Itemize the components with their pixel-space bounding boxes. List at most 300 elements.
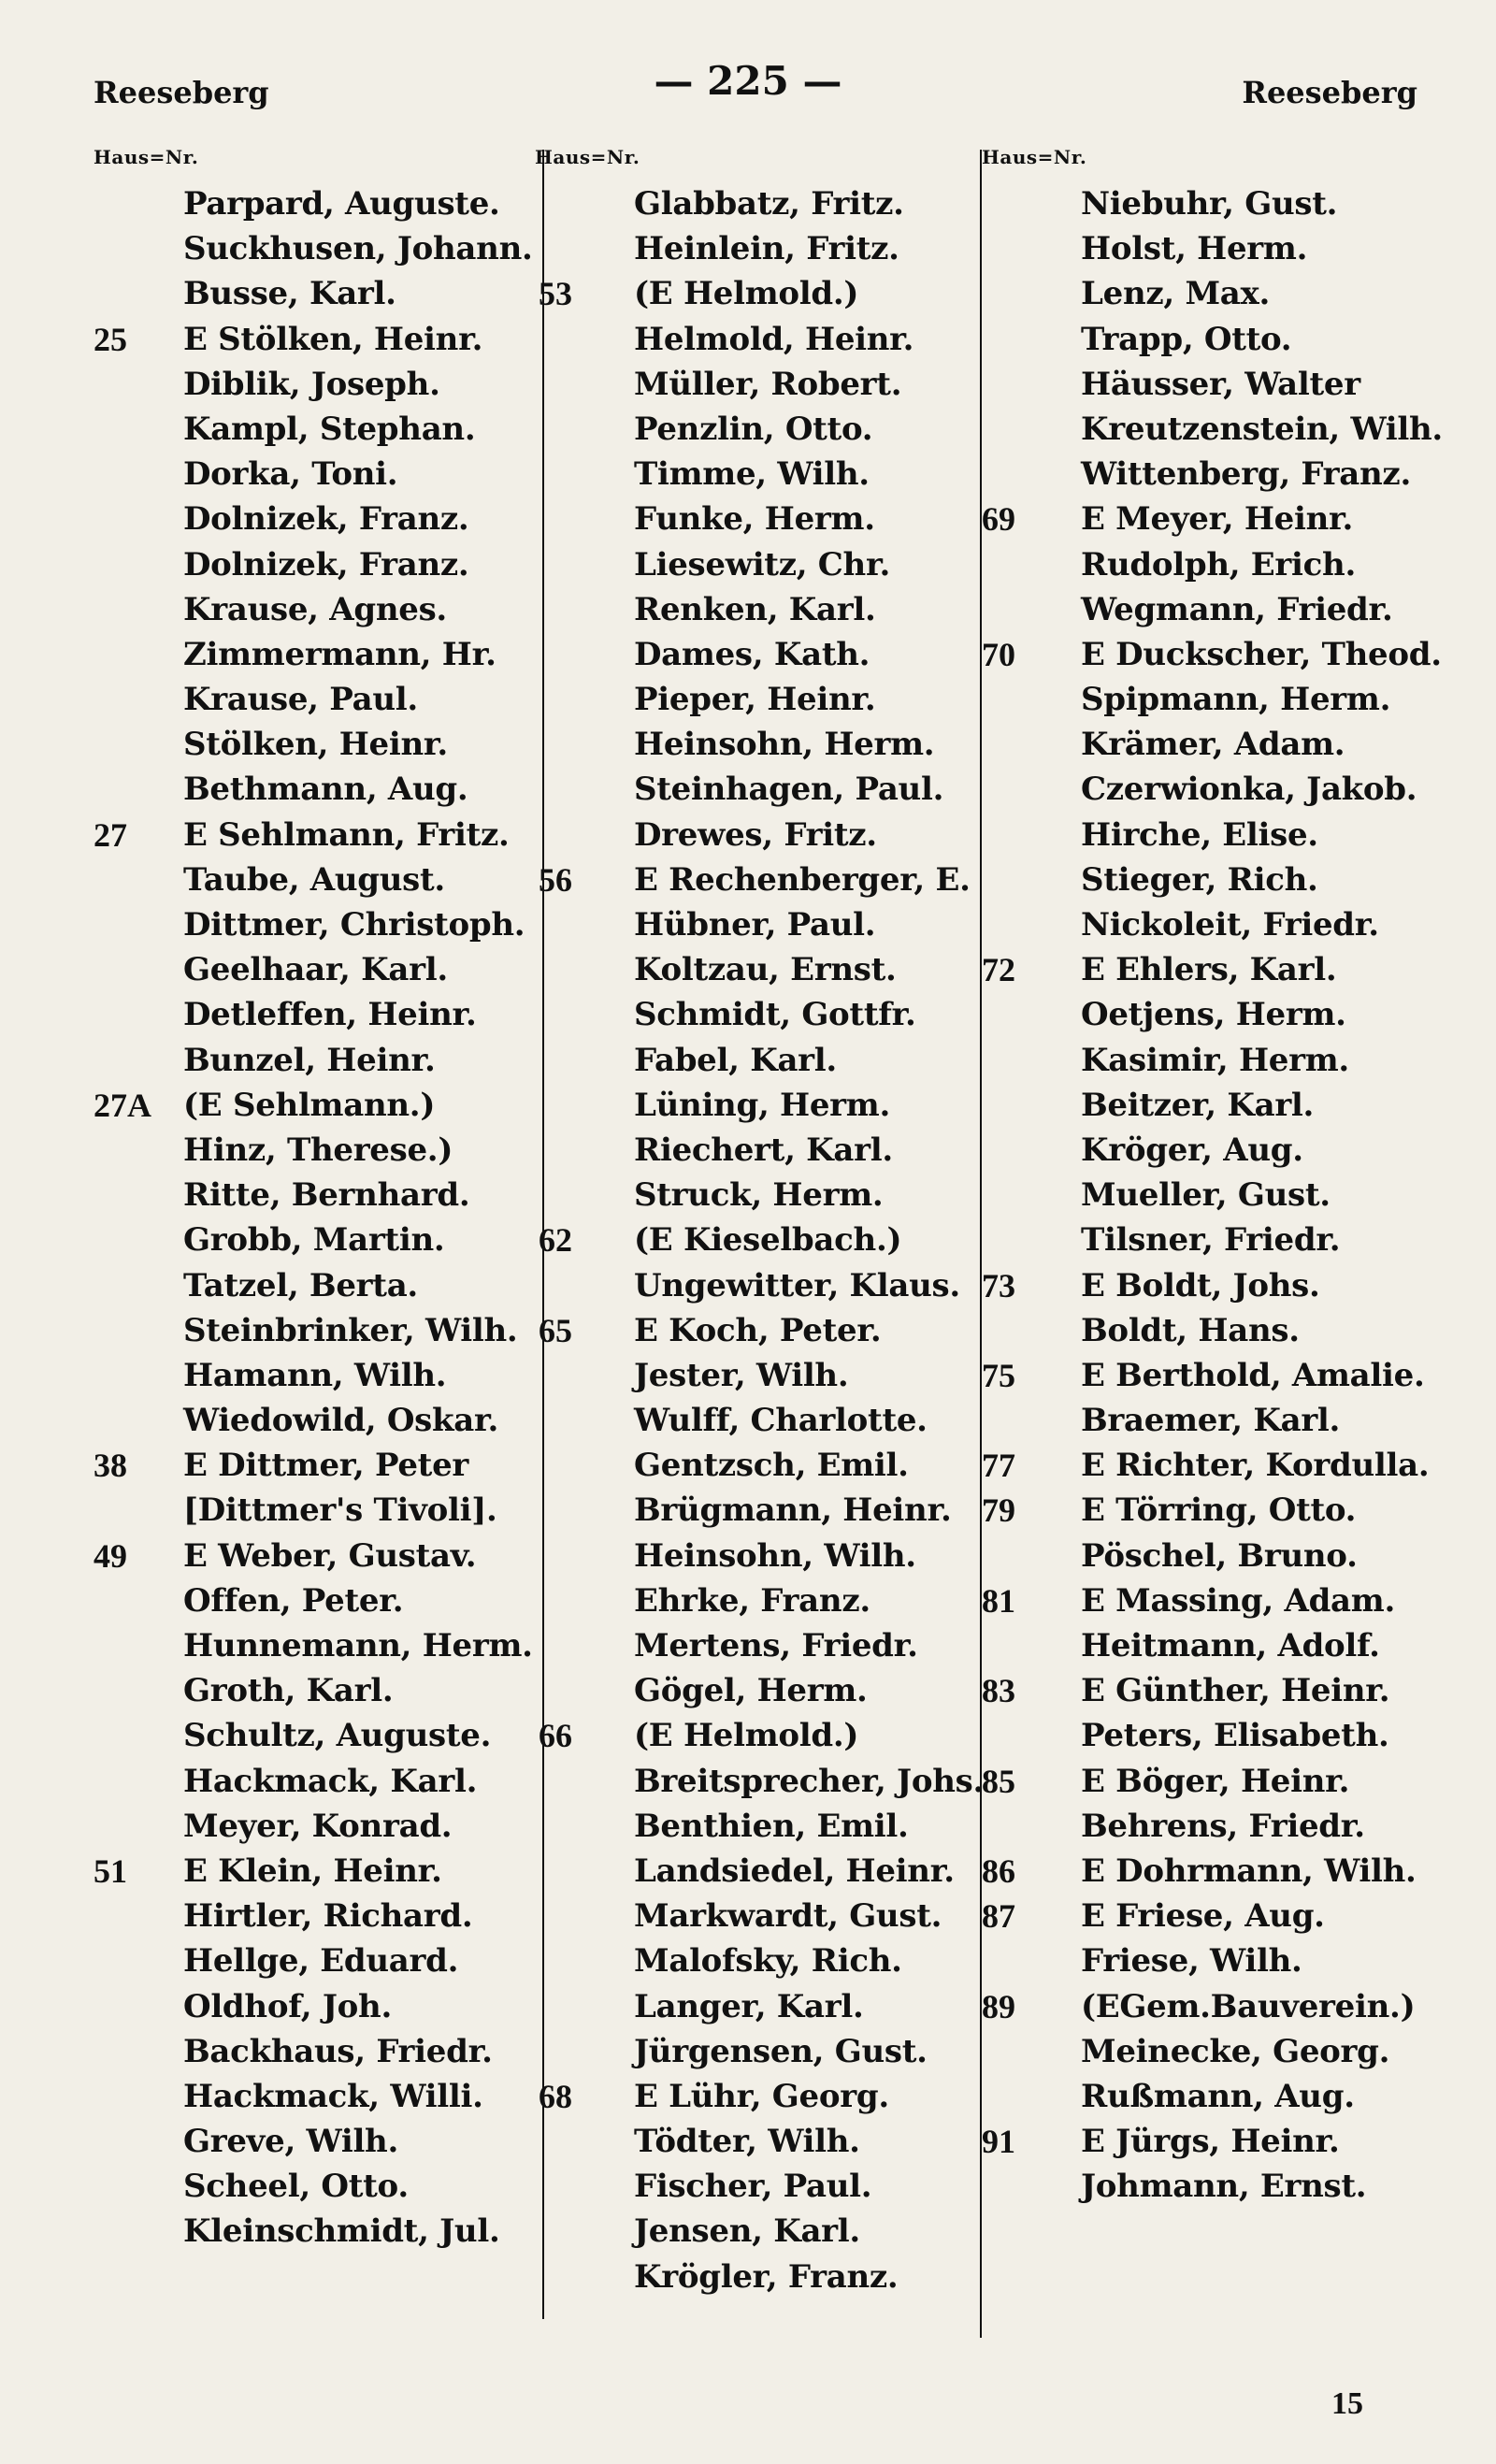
resident-name: Häusser, Walter xyxy=(1081,365,1360,403)
directory-entry xyxy=(94,1398,533,1443)
directory-entry xyxy=(982,181,1421,226)
directory-column xyxy=(94,148,533,2355)
resident-name: Diblik, Joseph. xyxy=(183,365,440,403)
house-number: 66 xyxy=(539,1717,572,1755)
directory-entry xyxy=(535,1038,982,1083)
directory-entry xyxy=(982,992,1421,1037)
directory-entry xyxy=(535,1894,982,1938)
resident-name: Heinsohn, Wilh. xyxy=(634,1536,916,1575)
directory-entry xyxy=(94,181,533,226)
resident-name: Offen, Peter. xyxy=(183,1581,404,1620)
signature-mark: 15 xyxy=(1331,2386,1363,2421)
house-number: 51 xyxy=(94,1852,127,1890)
directory-entry xyxy=(535,1308,982,1353)
directory-entry xyxy=(982,2164,1421,2209)
resident-name: Gögel, Herm. xyxy=(634,1672,868,1710)
resident-name: Malofsky, Rich. xyxy=(634,1942,902,1981)
resident-name: E Duckscher, Theod. xyxy=(1081,635,1442,673)
directory-entry xyxy=(982,1668,1421,1713)
directory-entry xyxy=(535,271,982,316)
house-number: 87 xyxy=(982,1897,1015,1936)
header-street-left: Reeseberg xyxy=(94,75,269,110)
directory-entry xyxy=(535,2209,982,2254)
directory-entry xyxy=(94,813,533,857)
resident-name: Braemer, Karl. xyxy=(1081,1402,1341,1440)
resident-name: Oetjens, Herm. xyxy=(1081,996,1346,1034)
directory-entry xyxy=(982,1173,1421,1218)
house-number-heading: Haus=Nr. xyxy=(535,146,640,168)
resident-name: Drewes, Fritz. xyxy=(634,815,877,854)
resident-name: (E Sehlmann.) xyxy=(183,1086,436,1124)
directory-entry xyxy=(982,1488,1421,1533)
directory-entry xyxy=(535,1218,982,1262)
resident-name: Czerwionka, Jakob. xyxy=(1081,771,1417,809)
directory-entry xyxy=(982,587,1421,632)
resident-name: Timme, Wilh. xyxy=(634,455,870,494)
house-number-heading: Haus=Nr. xyxy=(982,146,1087,168)
directory-entry xyxy=(982,1398,1421,1443)
directory-entry xyxy=(94,947,533,992)
directory-column xyxy=(535,148,982,2355)
resident-name: Behrens, Friedr. xyxy=(1081,1807,1365,1845)
directory-entry xyxy=(94,497,533,541)
directory-entry xyxy=(982,362,1421,407)
resident-name: Wiedowild, Oskar. xyxy=(183,1402,499,1440)
resident-name: Zimmermann, Hr. xyxy=(183,635,496,673)
resident-name: (E Kieselbach.) xyxy=(634,1221,902,1260)
house-number: 77 xyxy=(982,1447,1015,1485)
resident-name: Parpard, Auguste. xyxy=(183,185,500,223)
house-number-heading: Haus=Nr. xyxy=(94,146,199,168)
directory-entry xyxy=(535,1083,982,1128)
directory-entry xyxy=(94,2029,533,2074)
directory-entry xyxy=(94,632,533,677)
resident-name: Kasimir, Herm. xyxy=(1081,1041,1349,1079)
directory-entry xyxy=(535,1849,982,1894)
directory-entry xyxy=(982,1443,1430,1488)
resident-name: Hunnemann, Herm. xyxy=(183,1627,533,1664)
resident-name: Dolnizek, Franz. xyxy=(183,545,469,584)
resident-name: Ritte, Bernhard. xyxy=(183,1176,470,1215)
resident-name: Hackmack, Willi. xyxy=(183,2077,483,2115)
directory-entry xyxy=(535,813,982,857)
resident-name: Heitmann, Adolf. xyxy=(1081,1627,1380,1664)
resident-name: Jürgensen, Gust. xyxy=(634,2032,928,2070)
resident-name: Busse, Karl. xyxy=(183,275,396,313)
resident-name: Funke, Herm. xyxy=(634,500,875,539)
directory-entry xyxy=(982,1804,1421,1849)
directory-entry xyxy=(535,587,982,632)
directory-entry xyxy=(535,1128,982,1173)
resident-name: (E Helmold.) xyxy=(634,1717,859,1755)
directory-entry xyxy=(535,542,982,587)
resident-name: Markwardt, Gust. xyxy=(634,1897,942,1936)
resident-name: Backhaus, Friedr. xyxy=(183,2032,493,2070)
directory-entry xyxy=(535,1173,982,1218)
directory-entry xyxy=(535,1398,982,1443)
directory-entry xyxy=(535,2074,982,2119)
resident-name: Greve, Wilh. xyxy=(183,2123,399,2161)
resident-name: Ungewitter, Klaus. xyxy=(634,1266,960,1304)
resident-name: E Boldt, Johs. xyxy=(1081,1266,1320,1304)
resident-name: Wegmann, Friedr. xyxy=(1081,590,1393,628)
resident-name: Meyer, Konrad. xyxy=(183,1807,453,1845)
directory-entry xyxy=(94,2164,533,2209)
directory-entry xyxy=(94,1578,533,1623)
directory-entry xyxy=(535,181,982,226)
resident-name: Niebuhr, Gust. xyxy=(1081,185,1338,223)
house-number: 56 xyxy=(539,860,572,899)
resident-name: Pieper, Heinr. xyxy=(634,681,876,719)
resident-name: E Dittmer, Peter xyxy=(183,1447,469,1485)
page-number: — 225 — xyxy=(654,58,842,104)
directory-entry xyxy=(982,1849,1421,1894)
resident-name: E Klein, Heinr. xyxy=(183,1852,442,1890)
resident-name: Dittmer, Christoph. xyxy=(183,906,525,944)
directory-entry xyxy=(94,1488,533,1533)
resident-name: Detleffen, Heinr. xyxy=(183,996,477,1034)
directory-entry xyxy=(982,632,1442,677)
directory-entry xyxy=(982,452,1421,497)
resident-name: Dolnizek, Franz. xyxy=(183,500,469,539)
house-number: 68 xyxy=(539,2077,572,2115)
house-number: 27 xyxy=(94,815,127,854)
resident-name: Langer, Karl. xyxy=(634,1987,864,2025)
directory-entry xyxy=(535,1263,982,1308)
directory-entry xyxy=(982,1713,1421,1758)
resident-name: E Törring, Otto. xyxy=(1081,1491,1357,1530)
directory-entry xyxy=(94,1623,533,1668)
directory-entry xyxy=(982,1938,1421,1983)
directory-entry xyxy=(94,1353,533,1398)
directory-entry xyxy=(982,2029,1421,2074)
directory-entry xyxy=(982,1083,1421,1128)
resident-name: Bethmann, Aug. xyxy=(183,771,468,809)
house-number: 38 xyxy=(94,1447,127,1485)
resident-name: Fischer, Paul. xyxy=(634,2168,872,2206)
directory-entry xyxy=(982,857,1421,902)
directory-entry xyxy=(982,902,1421,947)
resident-name: E Lühr, Georg. xyxy=(634,2077,889,2115)
directory-entry xyxy=(94,1263,533,1308)
directory-entry xyxy=(94,1938,533,1983)
resident-name: Jensen, Karl. xyxy=(634,2212,860,2251)
directory-entry xyxy=(535,2029,982,2074)
directory-entry xyxy=(535,722,982,767)
directory-entry xyxy=(94,2209,533,2254)
resident-name: Hackmack, Karl. xyxy=(183,1762,478,1800)
resident-name: Riechert, Karl. xyxy=(634,1131,893,1169)
resident-name: Hellge, Eduard. xyxy=(183,1942,459,1981)
resident-name: Kleinschmidt, Jul. xyxy=(183,2212,500,2251)
house-number: 86 xyxy=(982,1852,1015,1890)
resident-name: E Weber, Gustav. xyxy=(183,1536,477,1575)
directory-entry xyxy=(982,407,1443,452)
directory-entry xyxy=(94,1173,533,1218)
directory-entry xyxy=(94,1849,533,1894)
house-number: 25 xyxy=(94,320,127,358)
resident-name: Hirche, Elise. xyxy=(1081,815,1318,854)
resident-name: Nickoleit, Friedr. xyxy=(1081,906,1379,944)
resident-name: Groth, Karl. xyxy=(183,1672,394,1710)
resident-name: Hübner, Paul. xyxy=(634,906,876,944)
resident-name: E Böger, Heinr. xyxy=(1081,1762,1350,1800)
resident-name: Meinecke, Georg. xyxy=(1081,2032,1390,2070)
house-number: 81 xyxy=(982,1581,1015,1620)
resident-name: Kröger, Aug. xyxy=(1081,1131,1303,1169)
directory-entry xyxy=(535,1534,982,1578)
house-number: 27A xyxy=(94,1086,151,1124)
directory-entry xyxy=(94,407,533,452)
resident-name: Tilsner, Friedr. xyxy=(1081,1221,1341,1260)
resident-name: Wittenberg, Franz. xyxy=(1081,455,1411,494)
directory-entry xyxy=(982,317,1421,362)
directory-entry xyxy=(535,1353,982,1398)
resident-name: Ehrke, Franz. xyxy=(634,1581,870,1620)
directory-entry xyxy=(94,1083,533,1128)
resident-name: Fabel, Karl. xyxy=(634,1041,837,1079)
directory-entry xyxy=(982,1308,1421,1353)
resident-name: Kreutzenstein, Wilh. xyxy=(1081,410,1443,448)
directory-entry xyxy=(535,1759,982,1804)
resident-name: Hamann, Wilh. xyxy=(183,1356,447,1394)
directory-entry xyxy=(94,1894,533,1938)
resident-name: Bunzel, Heinr. xyxy=(183,1041,436,1079)
directory-entry xyxy=(94,362,533,407)
resident-name: Liesewitz, Chr. xyxy=(634,545,891,584)
directory-entry xyxy=(94,226,533,271)
resident-name: Heinsohn, Herm. xyxy=(634,726,935,764)
directory-entry xyxy=(94,677,533,722)
directory-entry xyxy=(535,226,982,271)
directory-entry xyxy=(535,1804,982,1849)
directory-entry xyxy=(982,542,1421,587)
resident-name: Beitzer, Karl. xyxy=(1081,1086,1315,1124)
directory-entry xyxy=(94,271,533,316)
house-number: 79 xyxy=(982,1491,1015,1530)
directory-entry xyxy=(535,362,982,407)
resident-name: Friese, Wilh. xyxy=(1081,1942,1302,1981)
resident-name: Dames, Kath. xyxy=(634,635,870,673)
directory-entry xyxy=(94,2119,533,2164)
directory-entry xyxy=(982,1534,1421,1578)
directory-entry xyxy=(535,767,982,812)
resident-name: [Dittmer's Tivoli]. xyxy=(183,1491,497,1530)
directory-entry xyxy=(982,226,1421,271)
resident-name: Rußmann, Aug. xyxy=(1081,2077,1355,2115)
directory-entry xyxy=(982,1218,1421,1262)
resident-name: Grobb, Martin. xyxy=(183,1221,445,1260)
house-number: 69 xyxy=(982,500,1015,539)
resident-name: E Sehlmann, Fritz. xyxy=(183,815,510,854)
directory-entry xyxy=(535,2255,982,2299)
resident-name: E Massing, Adam. xyxy=(1081,1581,1395,1620)
house-number: 65 xyxy=(539,1311,572,1349)
directory-entry xyxy=(535,407,982,452)
resident-name: Spipmann, Herm. xyxy=(1081,681,1391,719)
directory-entry xyxy=(94,1308,533,1353)
directory-entry xyxy=(94,1804,533,1849)
resident-name: E Berthold, Amalie. xyxy=(1081,1356,1425,1394)
entry-list xyxy=(94,181,533,2255)
directory-entry xyxy=(982,2074,1421,2119)
directory-entry xyxy=(535,1938,982,1983)
resident-name: Steinhagen, Paul. xyxy=(634,771,944,809)
directory-entry xyxy=(94,1038,533,1083)
house-number: 49 xyxy=(94,1536,127,1575)
resident-name: Rudolph, Erich. xyxy=(1081,545,1357,584)
house-number: 75 xyxy=(982,1356,1015,1394)
directory-entry xyxy=(94,1534,533,1578)
directory-entry xyxy=(982,767,1421,812)
directory-entry xyxy=(94,1759,533,1804)
resident-name: Mueller, Gust. xyxy=(1081,1176,1331,1215)
resident-name: Penzlin, Otto. xyxy=(634,410,873,448)
resident-name: Wulff, Charlotte. xyxy=(634,1402,928,1440)
directory-entry xyxy=(94,992,533,1037)
directory-entry xyxy=(94,1443,533,1488)
header-street-right: Reeseberg xyxy=(1242,75,1417,110)
resident-name: Breitsprecher, Johs. xyxy=(634,1762,984,1800)
directory-entry xyxy=(982,1759,1421,1804)
resident-name: Tödter, Wilh. xyxy=(634,2123,860,2161)
directory-entry xyxy=(982,722,1421,767)
directory-entry xyxy=(535,1578,982,1623)
house-number: 53 xyxy=(539,275,572,313)
resident-name: Lüning, Herm. xyxy=(634,1086,891,1124)
directory-entry xyxy=(982,813,1421,857)
directory-entry xyxy=(982,1623,1421,1668)
house-number: 70 xyxy=(982,635,1015,673)
resident-name: Müller, Robert. xyxy=(634,365,902,403)
resident-name: Krämer, Adam. xyxy=(1081,726,1345,764)
house-number: 85 xyxy=(982,1762,1015,1800)
directory-entry xyxy=(94,317,533,362)
directory-entry xyxy=(535,497,982,541)
directory-entry xyxy=(94,542,533,587)
directory-entry xyxy=(982,1353,1425,1398)
entry-list xyxy=(982,181,1443,2209)
house-number: 73 xyxy=(982,1266,1015,1304)
resident-name: Koltzau, Ernst. xyxy=(634,951,897,989)
resident-name: Stölken, Heinr. xyxy=(183,726,448,764)
directory-entry xyxy=(94,452,533,497)
resident-name: Landsiedel, Heinr. xyxy=(634,1852,955,1890)
resident-name: Taube, August. xyxy=(183,860,445,899)
resident-name: Scheel, Otto. xyxy=(183,2168,409,2206)
directory-entry xyxy=(94,1128,533,1173)
resident-name: Geelhaar, Karl. xyxy=(183,951,448,989)
directory-entry xyxy=(94,1713,533,1758)
directory-entry xyxy=(94,2074,533,2119)
resident-name: E Rechenberger, E. xyxy=(634,860,971,899)
resident-name: Krause, Paul. xyxy=(183,681,418,719)
resident-name: Peters, Elisabeth. xyxy=(1081,1717,1389,1755)
directory-entry xyxy=(982,271,1421,316)
directory-entry xyxy=(982,2119,1421,2164)
directory-entry xyxy=(982,497,1421,541)
resident-name: Boldt, Hans. xyxy=(1081,1311,1300,1349)
house-number: 72 xyxy=(982,951,1015,989)
directory-entry xyxy=(535,992,982,1037)
resident-name: E Ehlers, Karl. xyxy=(1081,951,1337,989)
house-number: 83 xyxy=(982,1672,1015,1710)
resident-name: Helmold, Heinr. xyxy=(634,320,914,358)
directory-entry xyxy=(535,2119,982,2164)
resident-name: Brügmann, Heinr. xyxy=(634,1491,952,1530)
resident-name: E Stölken, Heinr. xyxy=(183,320,483,358)
directory-entry xyxy=(982,1263,1421,1308)
resident-name: E Dohrmann, Wilh. xyxy=(1081,1852,1417,1890)
directory-entry xyxy=(94,857,533,902)
resident-name: Stieger, Rich. xyxy=(1081,860,1318,899)
directory-entry xyxy=(94,902,533,947)
resident-name: Renken, Karl. xyxy=(634,590,876,628)
directory-entry xyxy=(535,632,982,677)
directory-entry xyxy=(535,902,982,947)
resident-name: Hinz, Therese.) xyxy=(183,1131,453,1169)
resident-name: E Richter, Kordulla. xyxy=(1081,1447,1430,1485)
directory-entry xyxy=(535,2164,982,2209)
directory-entry xyxy=(535,1443,982,1488)
directory-entry xyxy=(535,1984,982,2029)
directory-entry xyxy=(535,317,982,362)
resident-name: Holst, Herm. xyxy=(1081,230,1308,268)
directory-entry xyxy=(535,1623,982,1668)
resident-name: Jester, Wilh. xyxy=(634,1356,849,1394)
resident-name: Tatzel, Berta. xyxy=(183,1266,418,1304)
resident-name: Lenz, Max. xyxy=(1081,275,1271,313)
directory-entry xyxy=(535,1713,982,1758)
directory-entry xyxy=(535,452,982,497)
resident-name: (EGem.Bauverein.) xyxy=(1081,1987,1416,2025)
resident-name: Benthien, Emil. xyxy=(634,1807,909,1845)
directory-entry xyxy=(982,1038,1421,1083)
resident-name: Oldhof, Joh. xyxy=(183,1987,392,2025)
directory-entry xyxy=(982,947,1421,992)
directory-entry xyxy=(535,1488,982,1533)
resident-name: E Friese, Aug. xyxy=(1081,1897,1325,1936)
resident-name: Heinlein, Fritz. xyxy=(634,230,899,268)
resident-name: Johmann, Ernst. xyxy=(1081,2168,1367,2206)
directory-entry xyxy=(94,722,533,767)
resident-name: E Günther, Heinr. xyxy=(1081,1672,1390,1710)
resident-name: Hirtler, Richard. xyxy=(183,1897,473,1936)
directory-entry xyxy=(982,1578,1421,1623)
directory-entry xyxy=(982,1894,1421,1938)
page-header xyxy=(0,58,1496,114)
directory-entry xyxy=(535,1668,982,1713)
house-number: 62 xyxy=(539,1221,572,1260)
resident-name: Steinbrinker, Wilh. xyxy=(183,1311,518,1349)
resident-name: E Meyer, Heinr. xyxy=(1081,500,1354,539)
entry-list xyxy=(535,181,982,2299)
directory-entry xyxy=(94,767,533,812)
house-number: 89 xyxy=(982,1987,1015,2025)
directory-entry xyxy=(94,1668,533,1713)
directory-entry xyxy=(94,1218,533,1262)
resident-name: Suckhusen, Johann. xyxy=(183,230,533,268)
resident-name: Glabbatz, Fritz. xyxy=(634,185,904,223)
resident-name: Trapp, Otto. xyxy=(1081,320,1292,358)
directory-entry xyxy=(535,857,982,902)
directory-entry xyxy=(982,1984,1421,2029)
resident-name: (E Helmold.) xyxy=(634,275,859,313)
directory-entry xyxy=(94,1984,533,2029)
resident-name: Kampl, Stephan. xyxy=(183,410,476,448)
resident-name: Mertens, Friedr. xyxy=(634,1627,918,1664)
resident-name: E Koch, Peter. xyxy=(634,1311,882,1349)
